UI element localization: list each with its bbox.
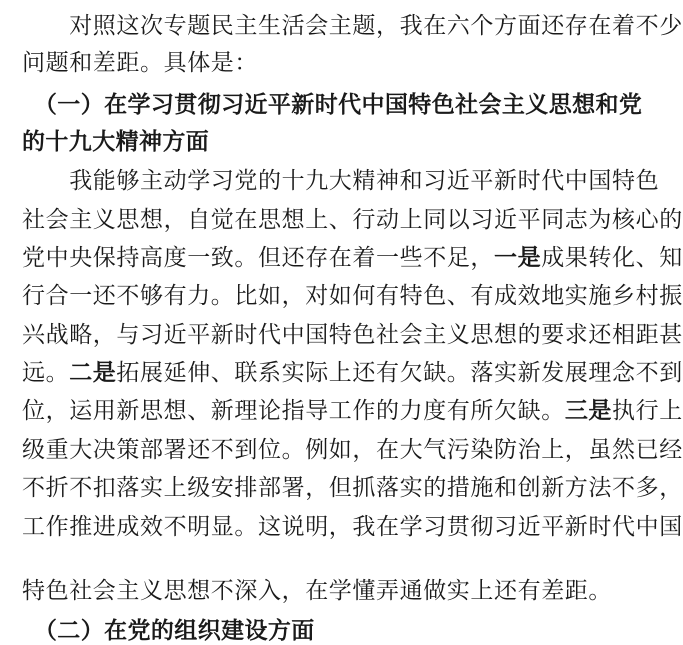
- section-heading-2: （二）在党的组织建设方面: [22, 617, 315, 644]
- body-text: 位，运用新思想、新理论指导工作的力度有所欠缺。: [22, 398, 565, 424]
- body-line-8: 级重大决策部署还不到位。例如，在大气污染防治上，虽然已经: [22, 437, 683, 463]
- point-two-marker: 二是: [69, 359, 117, 386]
- paragraph-intro-line-2: 问题和差距。具体是：: [22, 50, 258, 76]
- body-line-4: 行合一还不够有力。比如，对如何有特色、有成效地实施乡村振: [22, 283, 683, 309]
- body-line-11: 特色社会主义思想不深入，在学懂弄通做实上还有差距。: [22, 578, 612, 604]
- body-line-5: 兴战略，与习近平新时代中国特色社会主义思想的要求还相距甚: [22, 322, 683, 348]
- body-line-9: 不折不扣落实上级安排部署，但抓落实的措施和创新方法不多，: [22, 475, 683, 501]
- body-text: 拓展延伸、联系实际上还有欠缺。落实新发展理念不到: [116, 360, 683, 386]
- section-heading-1-line-1: （一）在学习贯彻习近平新时代中国特色社会主义思想和党: [22, 91, 643, 118]
- body-text: 执行上: [612, 398, 683, 424]
- body-line-6: [22, 359, 683, 387]
- body-line-1: 我能够主动学习党的十九大精神和习近平新时代中国特色: [22, 168, 660, 194]
- point-one-marker: 一是: [494, 244, 542, 271]
- body-text: 党中央保持高度一致。但还存在着一些不足，: [22, 245, 494, 271]
- body-line-2: 社会主义思想，自觉在思想上、行动上同以习近平同志为核心的: [22, 207, 683, 233]
- body-line-3: [22, 244, 683, 272]
- body-line-7: [22, 397, 683, 425]
- body-line-10: 工作推进成效不明显。这说明，我在学习贯彻习近平新时代中国: [22, 514, 683, 540]
- body-text: 成果转化、知: [541, 245, 683, 271]
- body-text: 远。: [22, 360, 70, 386]
- section-heading-1-line-2: 的十九大精神方面: [22, 128, 210, 155]
- point-three-marker: 三是: [564, 397, 613, 424]
- paragraph-intro-line-1: 对照这次专题民主生活会主题，我在六个方面还存在着不少: [22, 13, 683, 39]
